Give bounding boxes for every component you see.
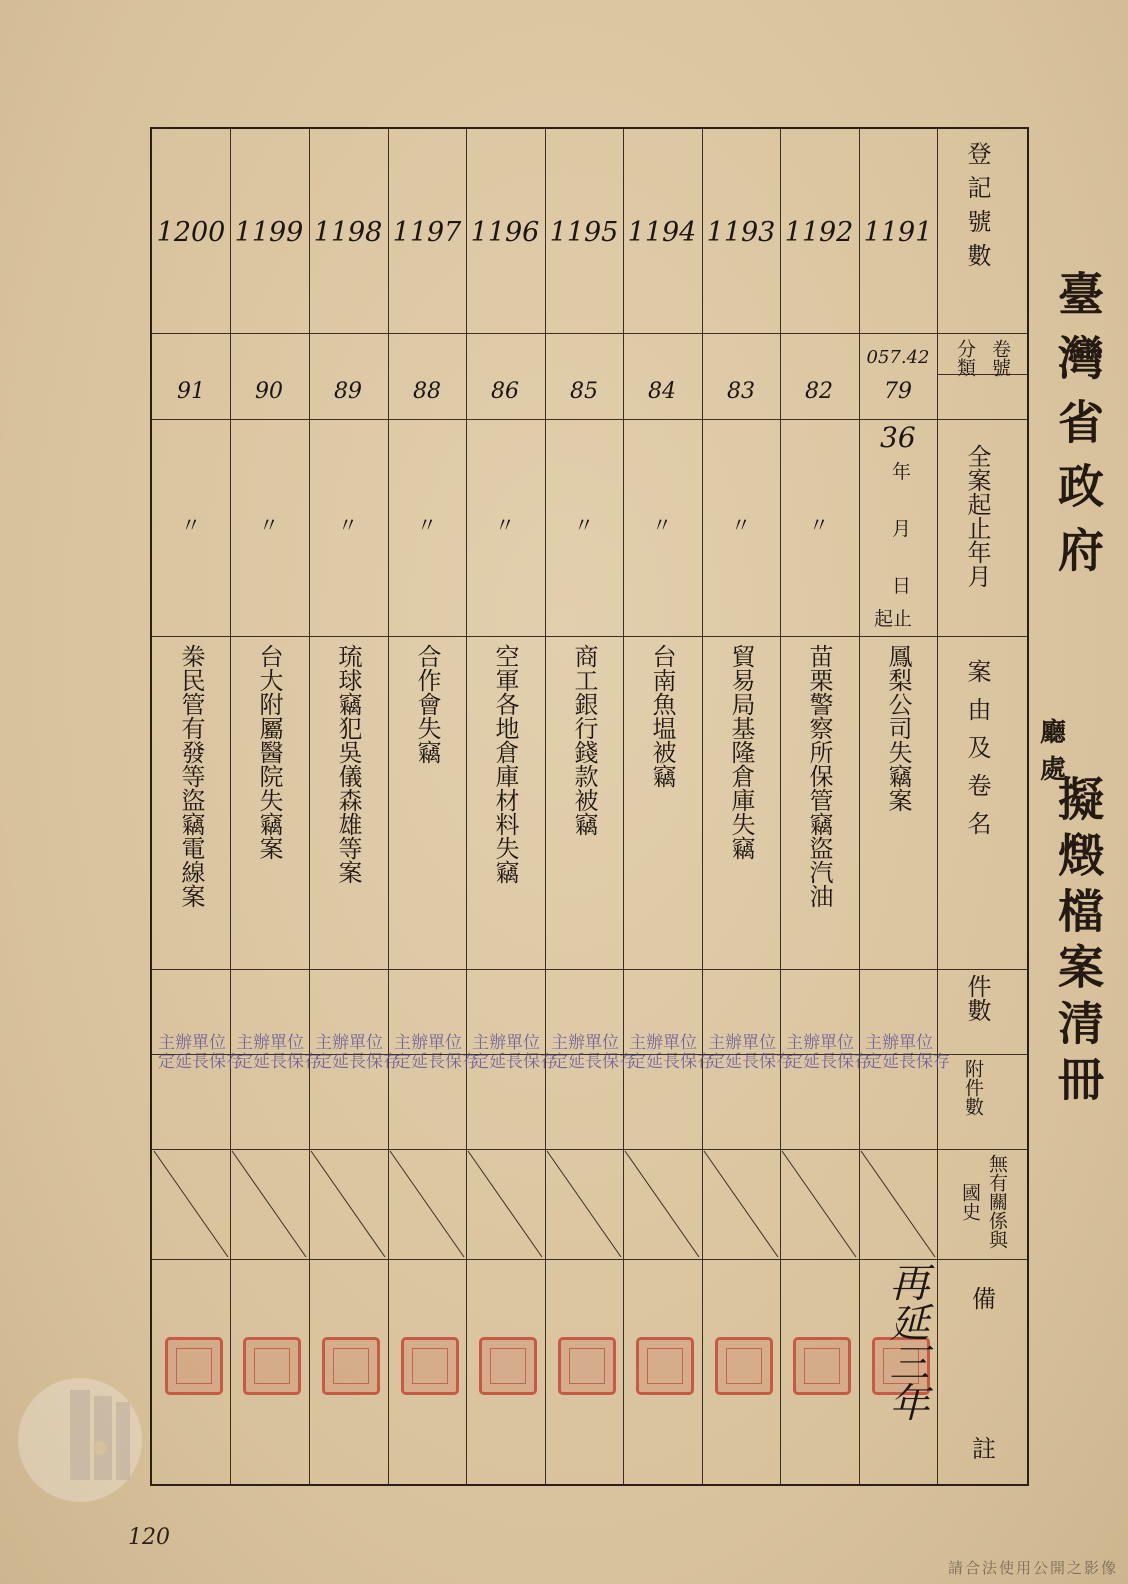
category-number: 82 (805, 379, 833, 404)
subject-text: 台大附屬醫院失竊案 (255, 644, 283, 860)
stamp-line: 定延長保存 (865, 1052, 950, 1072)
reg-number: 1198 (313, 217, 383, 248)
not-applicable-slash (466, 1149, 544, 1259)
subject-text: 商工銀行錢款被竊 (570, 644, 598, 836)
reg-number: 1192 (784, 217, 854, 248)
volume-number: 057.42 (866, 347, 930, 368)
stamp-line: 定延長保存 (708, 1052, 793, 1072)
subject-text: 琉球竊犯吳儀森雄等案 (334, 644, 362, 884)
remark-handwritten-note: 再延三年 (883, 1262, 929, 1422)
reg-number: 1196 (470, 217, 540, 248)
not-applicable-slash (388, 1149, 466, 1259)
red-seal-icon (165, 1337, 223, 1395)
not-applicable-slash (859, 1149, 937, 1259)
retention-stamp (786, 1034, 871, 1072)
reg-number: 1199 (234, 217, 304, 248)
subject-text: 貿易局基隆倉庫失竊 (727, 644, 755, 860)
retention-stamp (629, 1034, 714, 1072)
subject-text: 桊民管有發等盜竊電線案 (177, 644, 205, 908)
retention-stamp (551, 1034, 636, 1072)
period-ditto: 〃 (259, 513, 279, 537)
not-applicable-slash (545, 1149, 623, 1259)
retention-stamp (708, 1034, 793, 1072)
stamp-line: 定延長保存 (551, 1052, 636, 1072)
not-applicable-slash (230, 1149, 308, 1259)
header-count: 件數 (963, 974, 991, 1022)
subject-text: 苗栗警察所保管竊盜汽油 (805, 644, 833, 908)
period-ditto: 〃 (338, 513, 358, 537)
stamp-line: 主辦單位 (865, 1033, 933, 1053)
period-ditto: 〃 (652, 513, 672, 537)
category-number: 84 (648, 379, 676, 404)
header-remarks-2: 註 (972, 1435, 996, 1463)
period-year-label: 年 (892, 461, 912, 483)
red-seal-icon (558, 1337, 616, 1395)
header-history: 無有關係與國史 (959, 1154, 1008, 1249)
stamp-line: 主辦單位 (158, 1033, 226, 1053)
reg-number: 1195 (549, 217, 619, 248)
period-ditto: 〃 (181, 513, 201, 537)
retention-stamp (472, 1034, 557, 1072)
stamp-line: 主辦單位 (394, 1033, 462, 1053)
not-applicable-slash (152, 1149, 230, 1259)
red-seal-icon (479, 1337, 537, 1395)
red-seal-icon (636, 1337, 694, 1395)
stamp-line: 主辦單位 (236, 1033, 304, 1053)
not-applicable-slash (623, 1149, 701, 1259)
stamp-line: 定延長保存 (472, 1052, 557, 1072)
category-number: 85 (570, 379, 598, 404)
period-ditto: 〃 (809, 513, 829, 537)
stamp-line: 主辦單位 (708, 1033, 776, 1053)
not-applicable-slash (702, 1149, 780, 1259)
department-line-1: 廳 (1040, 718, 1067, 748)
document-title: 臺灣省政府 (1051, 270, 1105, 590)
category-number: 86 (491, 379, 519, 404)
subject-text: 合作會失竊 (413, 644, 441, 764)
reg-number: 1194 (627, 217, 697, 248)
category-number: 79 (884, 379, 912, 404)
stamp-line: 主辦單位 (551, 1033, 619, 1053)
subject-text: 鳳梨公司失竊案 (884, 644, 912, 812)
stamp-line: 定延長保存 (394, 1052, 479, 1072)
stamp-line: 定延長保存 (236, 1052, 321, 1072)
retention-stamp (315, 1034, 400, 1072)
archive-watermark: 請合法使用公開之影像 (947, 1559, 1118, 1577)
retention-stamp (394, 1034, 479, 1072)
stamp-line: 主辦單位 (315, 1033, 383, 1053)
not-applicable-slash (309, 1149, 387, 1259)
page-number: 120 (128, 1525, 170, 1550)
document-subtitle: 擬燬檔案清冊 (1051, 775, 1105, 1111)
stamp-line: 主辦單位 (472, 1033, 540, 1053)
not-applicable-slash (780, 1149, 858, 1259)
category-number: 88 (413, 379, 441, 404)
subject-text: 台南魚塭被竊 (648, 644, 676, 788)
period-start-end: 起止 (874, 608, 913, 630)
reg-number: 1197 (392, 217, 462, 248)
category-number: 90 (255, 379, 283, 404)
red-seal-icon (401, 1337, 459, 1395)
stamp-line: 定延長保存 (315, 1052, 400, 1072)
stamp-line: 主辦單位 (786, 1033, 854, 1053)
stamp-line: 定延長保存 (158, 1052, 243, 1072)
department-line-2: 處 (1040, 755, 1067, 785)
header-period: 全案起止年月 (963, 444, 991, 588)
period-ditto: 〃 (574, 513, 594, 537)
period-ditto: 〃 (495, 513, 515, 537)
header-attachments: 附件數 (962, 1059, 984, 1116)
red-seal-icon (243, 1337, 301, 1395)
header-category: 分類 (954, 339, 976, 377)
archive-logo-icon (0, 1370, 160, 1510)
category-number: 89 (334, 379, 362, 404)
period-month-label: 月 (892, 518, 912, 540)
red-seal-icon (322, 1337, 380, 1395)
stamp-line: 主辦單位 (629, 1033, 697, 1053)
reg-number: 1193 (706, 217, 776, 248)
subject-text: 空軍各地倉庫材料失竊 (491, 644, 519, 884)
period-day-label: 日 (892, 575, 912, 597)
header-remarks-1: 備 (972, 1285, 996, 1313)
red-seal-icon (793, 1337, 851, 1395)
red-seal-icon (715, 1337, 773, 1395)
retention-stamp (236, 1034, 321, 1072)
reg-number: 1191 (863, 217, 933, 248)
category-number: 91 (177, 379, 205, 404)
retention-stamp (865, 1034, 950, 1072)
stamp-line: 定延長保存 (629, 1052, 714, 1072)
category-number: 83 (727, 379, 755, 404)
header-vol-no: 卷號 (989, 339, 1011, 377)
period-year: 36 (880, 421, 916, 454)
header-reg-no: 登記號數 (963, 141, 991, 277)
period-ditto: 〃 (417, 513, 437, 537)
retention-stamp (158, 1034, 243, 1072)
period-ditto: 〃 (731, 513, 751, 537)
header-subject: 案由及卷名 (963, 659, 991, 849)
stamp-line: 定延長保存 (786, 1052, 871, 1072)
reg-number: 1200 (156, 217, 226, 248)
